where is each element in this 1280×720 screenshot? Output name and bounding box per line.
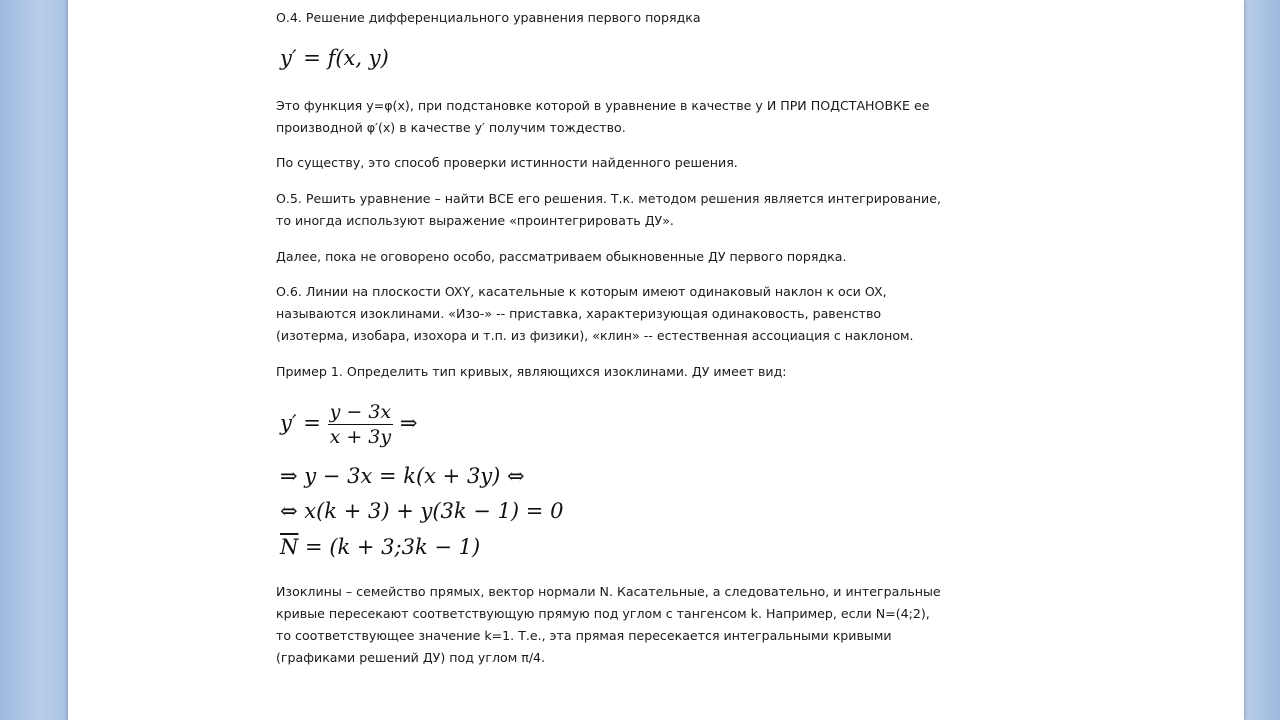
definition-4-text: Это функция y=φ(x), при подстановке которой в уравнение в качестве y И ПРИ ПОДСТАНОВКЕ ее производной φ′(x) в качестве y′ получим тождество. [276, 98, 930, 135]
further-paragraph: Далее, пока не оговорено особо, рассматриваем обыкновенные ДУ первого порядка. [276, 249, 847, 264]
conclusion-paragraph: Изоклины – семейство прямых, вектор нормали N. Касательные, а следовательно, и интегральные кривые пересекают соответствующую прямую под углом с тангенсом k. Например, если N=(4;2), то соответствующее значение k=1. Т.е., эта прямая пересекается интегральными кривыми (графиками решений ДУ) под углом π/4. [276, 584, 941, 665]
equation-2: ⇒ y − 3x = k(x + 3y) ⇔ [280, 464, 525, 488]
equation-1: y′ = $\frac{y - 3x}{x + 3y}$ ⇒ [280, 401, 418, 448]
fraction: $\frac{y - 3x}{x + 3y}$ [329, 401, 392, 448]
document-page [68, 0, 1244, 720]
equation-3: ⇔ x(k + 3) + y(3k − 1) = 0 [280, 499, 564, 523]
equation-4: $\overline{N} = (k$ + 3;3k − 1) [280, 535, 481, 559]
definition-6-text: О.6. Линии на плоскости OXY, касательные к которым имеют одинаковый наклон к оси OX, называются изоклинами. «Изо-» -- приставка, характеризующая одинаковость, равенство (изотерма, изобара, изохора и т.п. из физики), «клин» -- естественная ассоциация с наклоном. [276, 284, 914, 343]
note-paragraph: По существу, это способ проверки истинности найденного решения. [276, 155, 738, 170]
formula-ode: y′ = f(x, y) [280, 46, 389, 70]
example-1-title: Пример 1. Определить тип кривых, являющихся изоклинами. ДУ имеет вид: [276, 364, 787, 379]
definition-4-title: О.4. Решение дифференциального уравнения первого порядка [276, 10, 701, 25]
definition-5-text: О.5. Решить уравнение – найти ВСЕ его решения. Т.к. методом решения является интегрирование, то иногда используют выражение «проинтегрировать ДУ». [276, 191, 941, 228]
